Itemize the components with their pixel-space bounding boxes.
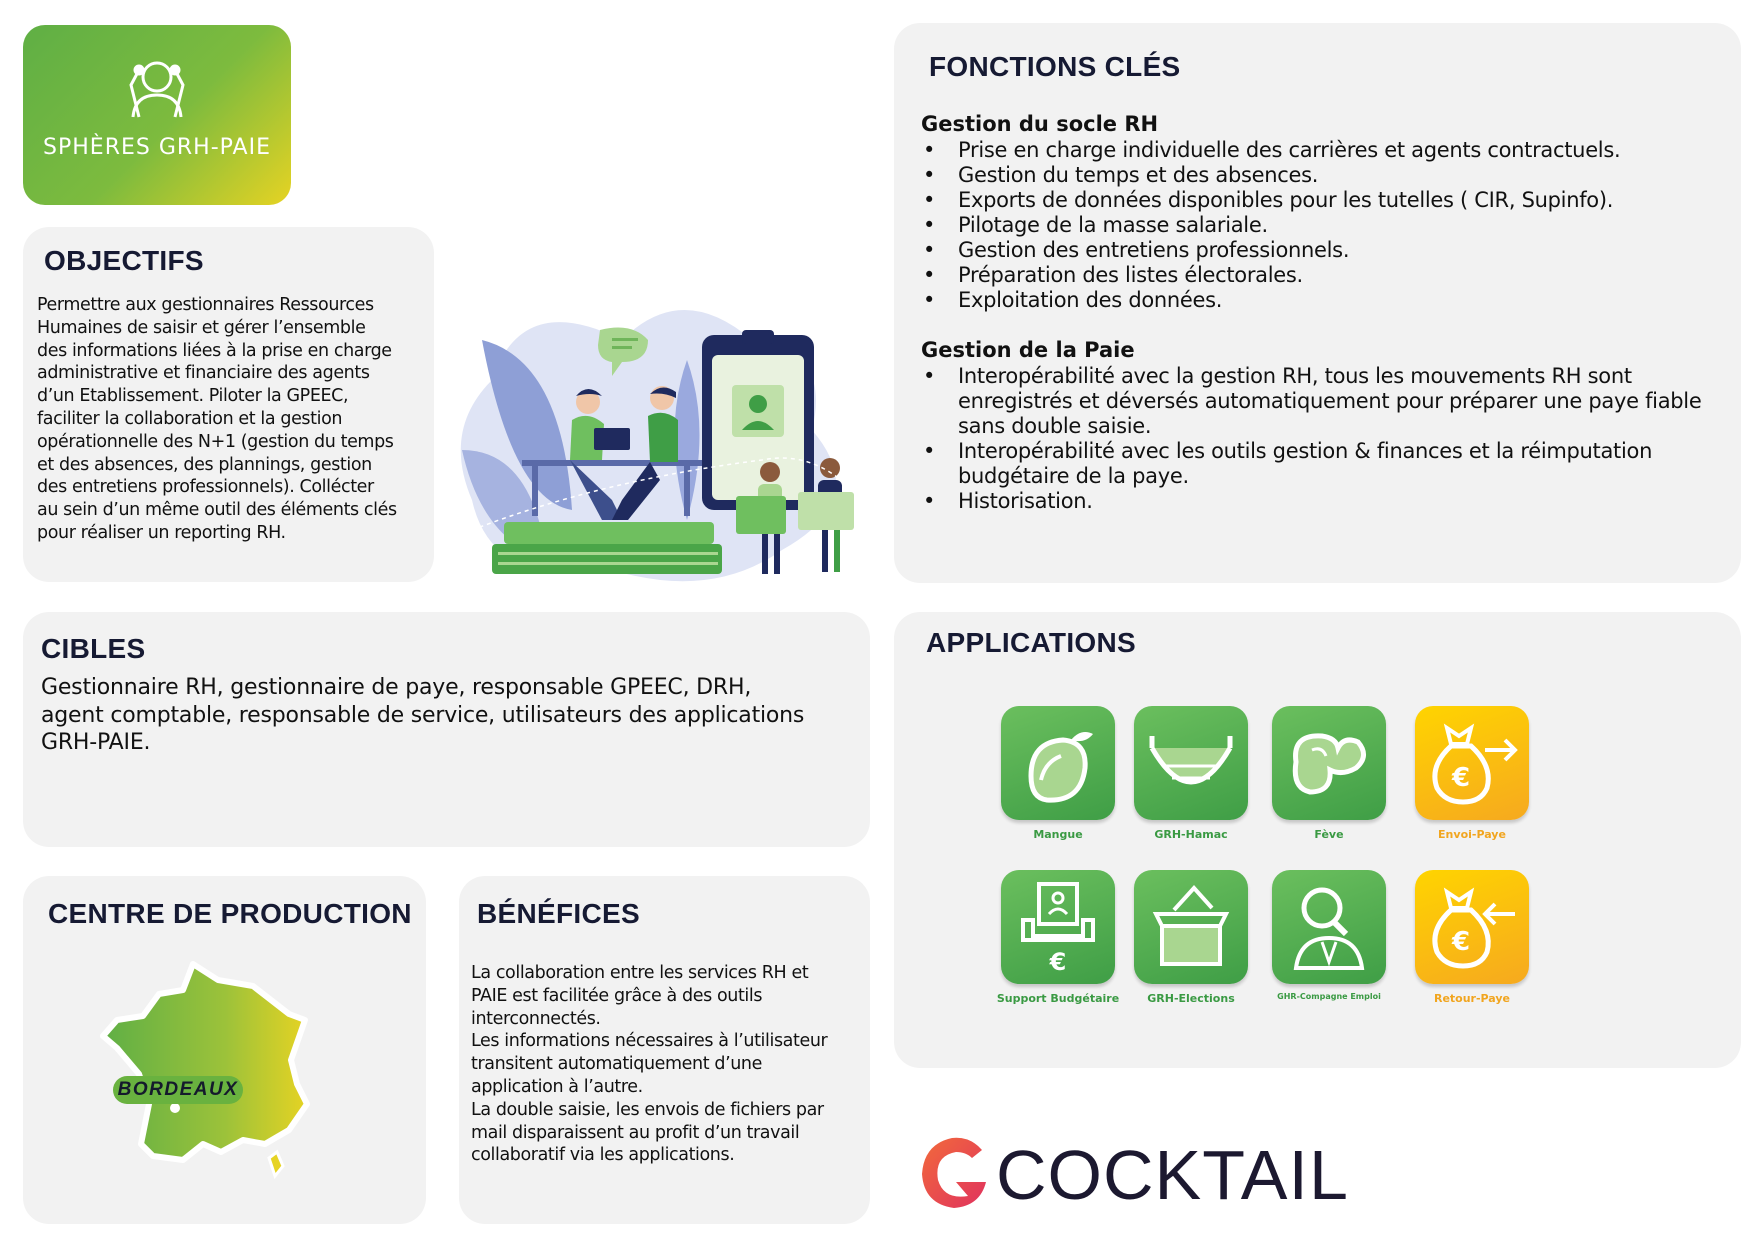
text-line: Les informations nécessaires à l’utilisateur (471, 1031, 828, 1052)
centre-title: CENTRE DE PRODUCTION (48, 898, 412, 929)
team-collaboration-illustration (452, 300, 872, 590)
app-envoi-paye[interactable] (1397, 706, 1547, 841)
fonctions-title: FONCTIONS CLÉS (929, 51, 1181, 82)
product-banner (23, 25, 291, 205)
text-line: au sein d’un même outil des éléments clés (37, 500, 397, 521)
objectifs-card (23, 227, 434, 582)
list-item: • Préparation des listes électorales. (921, 263, 1731, 288)
list-item: • Prise en charge individuelle des carrières et agents contractuels. (921, 138, 1731, 163)
paie-list (921, 364, 1721, 514)
app-label: Fève (1314, 828, 1344, 841)
text-line: d’un Etablissement. Piloter la GPEEC, (37, 386, 349, 407)
ballot-box-icon (1134, 870, 1248, 984)
app-grh-elections[interactable] (1116, 870, 1266, 1005)
text-line: administrative et financiaire des agents (37, 363, 370, 384)
text-line: des entretiens professionnels). Collécter (37, 477, 374, 498)
mango-icon (1001, 706, 1115, 820)
svg-text:€: € (1451, 763, 1471, 793)
app-label: Mangue (1033, 828, 1083, 841)
budget-inbox-icon (1001, 870, 1115, 984)
app-grh-hamac[interactable] (1116, 706, 1266, 841)
team-network-icon (23, 25, 291, 125)
france-map-icon (93, 954, 333, 1184)
recruit-search-icon (1272, 870, 1386, 984)
list-item: • Pilotage de la masse salariale. (921, 213, 1731, 238)
paie-title: Gestion de la Paie (921, 338, 1135, 362)
text-line: mail disparaissent au profit d’un travail (471, 1122, 800, 1143)
money-bag-return-icon (1415, 870, 1529, 984)
benefices-card (459, 876, 870, 1224)
list-item: • Interopérabilité avec la gestion RH, tous les mouvements RH sont enregistrés et déversés automatiquement pour préparer une paye fiable sans double saisie. (921, 364, 1721, 439)
text-line: et des absences, des plannings, gestion (37, 454, 372, 475)
applications-title: APPLICATIONS (926, 627, 1136, 658)
text-line: faciliter la collaboration et la gestion (37, 408, 343, 429)
bean-icon (1272, 706, 1386, 820)
list-item: • Gestion du temps et des absences. (921, 163, 1731, 188)
app-retour-paye[interactable] (1397, 870, 1547, 1005)
svg-text:€: € (1049, 948, 1067, 976)
app-label: Envoi-Paye (1438, 828, 1506, 841)
benefices-text (471, 962, 866, 1167)
cibles-text (41, 674, 861, 757)
text-line: agent comptable, responsable de service, utilisateurs des applications (41, 702, 805, 728)
text-line: Humaines de saisir et gérer l’ensemble (37, 317, 366, 338)
text-line: Permettre aux gestionnaires Ressources (37, 295, 374, 315)
text-line: des informations liées à la prise en charge (37, 340, 392, 361)
app-mangue[interactable] (983, 706, 1133, 841)
app-label: GRH-Hamac (1154, 828, 1228, 841)
text-line: GRH-PAIE. (41, 730, 151, 755)
centre-card (23, 876, 426, 1224)
app-label: GRH-Elections (1147, 992, 1235, 1005)
text-line: transitent automatiquement d’une (471, 1054, 762, 1075)
text-line: collaboratif via les applications. (471, 1145, 735, 1166)
app-support-budgetaire[interactable] (983, 870, 1133, 1005)
cocktail-logo-icon (914, 1130, 994, 1214)
text-line: Gestionnaire RH, gestionnaire de paye, responsable GPEEC, DRH, (41, 675, 752, 700)
svg-text:€: € (1451, 927, 1471, 957)
list-item: • Exports de données disponibles pour les tutelles ( CIR, Supinfo). (921, 188, 1731, 213)
app-ghr-compagne-emploi[interactable] (1254, 870, 1404, 1001)
cibles-card (23, 612, 870, 847)
text-line: pour réaliser un reporting RH. (37, 522, 286, 543)
socle-list (921, 138, 1731, 313)
text-line: opérationnelle des N+1 (gestion du temps (37, 431, 394, 452)
benefices-title: BÉNÉFICES (477, 898, 640, 929)
city-badge: BORDEAUX (113, 1076, 243, 1104)
fonctions-card (894, 23, 1741, 583)
app-label: Retour-Paye (1433, 992, 1511, 1005)
socle-title: Gestion du socle RH (921, 112, 1159, 136)
app-feve[interactable] (1254, 706, 1404, 841)
text-line: interconnectés. (471, 1008, 601, 1029)
objectifs-text (37, 294, 432, 545)
banner-title: SPHÈRES GRH-PAIE (43, 135, 271, 160)
text-line: La collaboration entre les services RH et (471, 963, 809, 983)
app-label: GHR-Compagne Emploi (1277, 992, 1381, 1001)
text-line: PAIE est facilitée grâce à des outils (471, 985, 763, 1006)
cibles-title: CIBLES (41, 633, 146, 664)
brand-logo-text: COCKTAIL (996, 1136, 1349, 1214)
list-item: • Exploitation des données. (921, 288, 1731, 313)
list-item: • Historisation. (921, 489, 1721, 514)
objectifs-title: OBJECTIFS (44, 245, 204, 276)
text-line: application à l’autre. (471, 1076, 643, 1097)
hammock-icon (1134, 706, 1248, 820)
text-line: La double saisie, les envois de fichiers par (471, 1099, 824, 1120)
app-label: Support Budgétaire (996, 992, 1120, 1005)
list-item: • Interopérabilité avec les outils gestion & finances et la réimputation budgétaire de la paye. (921, 439, 1721, 489)
list-item: • Gestion des entretiens professionnels. (921, 238, 1731, 263)
applications-card (894, 612, 1741, 1068)
money-bag-send-icon (1415, 706, 1529, 820)
